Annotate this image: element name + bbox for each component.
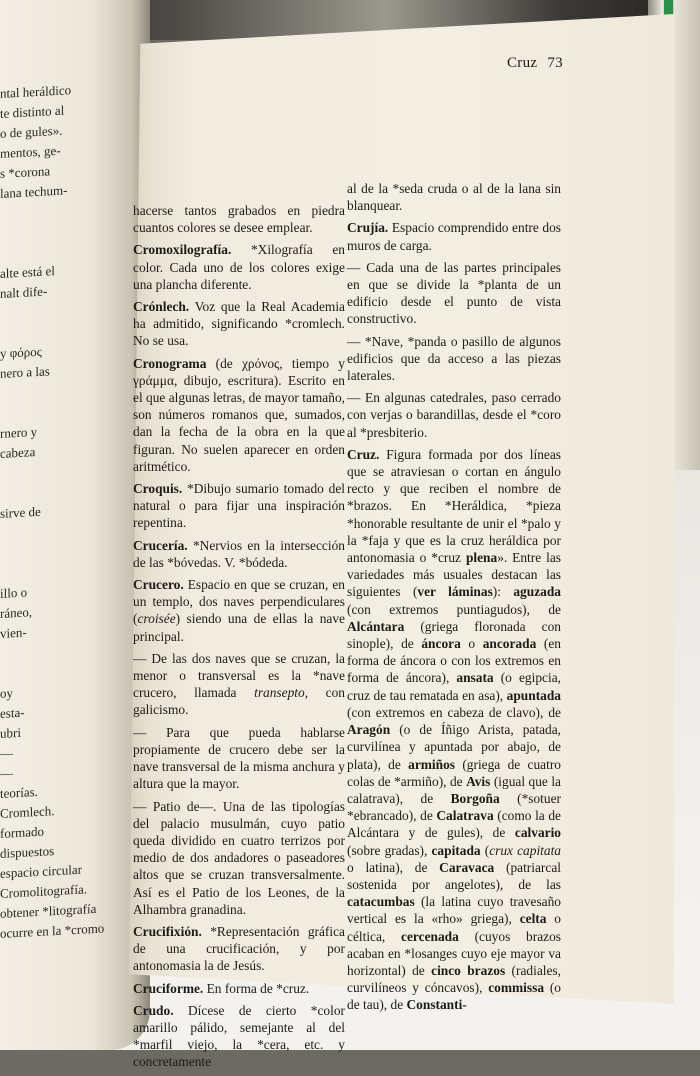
left-page-line: mentos, ge- (0, 142, 61, 161)
entry-cromoxilografia: Cromoxilografía. *Xilografía en color. Cada uno de los colores exige una plancha diferente. (133, 242, 345, 292)
headword: Crucería. (133, 537, 188, 553)
entry-cruz: Cruz. Figura formada por dos líneas que se atraviesan o cortan en ángulo recto y que reciben el nombre de *brazos. En *Heráldica, *pieza *honorable resultante de unir el *palo y la *faja y que es la cruz heráldica por antonomasia o *cruz plena». Entre las variedades más usuales destacan las siguientes (ver láminas): aguzada (con extremos puntiagudos), de Alcántara (griega floronada con sinople), de áncora o ancorada (en forma de áncora o con los extremos en forma de áncora), ansata (o egipcia, cruz de tau rematada en asa), apuntada (con extremos en cabeza de clavo), de Aragón (o de Íñigo Arista, patada, curvilínea y apuntada por abajo, de plata), de armiños (griega de cuatro colas de *armiño), de Avis (igual que la calatrava), de Borgoña (*sotuer *ebrancado), de Calatrava (como la de Alcántara y de gules), de calvario (sobre gradas), capitada (crux capitata o latina), de Caravaca (patriarcal sostenida por angelotes), de las catacumbas (la latina cuyo travesaño vertical es la «rho» griega), celta o céltica, cercenada (cuyos brazos acaban en *losanges cuyo eje mayor va horizontal) de cinco brazos (radiales, curvilíneos y cóncavos), commissa (o de tau), de Constanti- (347, 446, 561, 1013)
left-page-line: s *corona (0, 163, 51, 181)
left-page-line: formado (0, 823, 45, 841)
headword: Cromoxilografía. (133, 242, 232, 258)
running-head (497, 55, 563, 72)
left-page-line: cabeza (0, 444, 36, 461)
entry-cronograma: Cronograma (de χρόνος, tiempo y γράμμα, dibujo, escritura). Escrito en el que algunas letras, de mayor tamaño, son números romanos que, sumados, dan la fecha de la obra en la que figuran. No suelen aparecer en orden aritmético. (133, 355, 345, 474)
left-page-line: nero a las (0, 363, 50, 381)
column-left (133, 202, 345, 1076)
entry-cronlech: Crónlech. Voz que la Real Academia ha admitido, significando *cromlech. No se usa. (133, 299, 345, 349)
left-page-line: sirve de (0, 503, 41, 521)
left-page-line: Cromolitografía. (0, 881, 88, 901)
entry-cruceria: Crucería. *Nervios en la intersección de las *bóvedas. V. *bódeda. (133, 537, 345, 570)
left-page-line: dispuestos (0, 843, 55, 861)
left-page-line: y φόρος (0, 343, 42, 361)
entry-crucifixion: Crucifixión. *Representación gráfica de una crucificación, y por antonomasia la de Jesús. (133, 923, 345, 974)
left-page-line: rnero y (0, 423, 38, 441)
headword: Croquis. (133, 481, 183, 497)
left-page-line: Cromlech. (0, 803, 55, 821)
headword: Cronograma (133, 355, 207, 371)
headword: Cruciforme. (133, 980, 204, 996)
entry-crucero-sub2: — Para que pueda hablarse propiamente de crucero debe ser la nave transversal de la misma anchura y altura que la mayor. (133, 724, 345, 792)
headword: Crudo. (133, 1002, 174, 1018)
left-page-line: ráneo, (0, 604, 33, 621)
left-page-line: esta- (0, 704, 25, 721)
left-page-line: te distinto al (0, 102, 65, 121)
left-page-line: ntal heráldico (0, 82, 72, 101)
entry-crudo-cont: al de la *seda cruda o al de la lana sin blanquear. (347, 181, 561, 214)
left-page-line: ubri (0, 724, 21, 741)
left-page-line: vien- (0, 624, 27, 641)
left-page-line: illo o (0, 584, 28, 601)
headword: Crucifixión. (133, 923, 202, 939)
headword: Crujía. (347, 220, 389, 236)
left-page-text (0, 76, 150, 944)
headword: Crucero. (133, 577, 184, 593)
entry-croquis: Croquis. *Dibujo sumario tomado del natural o para fijar una inspiración repentina. (133, 481, 345, 531)
column-right (347, 180, 561, 1019)
left-page-line: — (0, 745, 13, 761)
entry-crujia-sub3: — En algunas catedrales, paso cerrado con verjas o barandillas, desde el *coro al *presbiterio. (347, 390, 561, 440)
left-page-line: teorías. (0, 783, 38, 801)
running-head-word: Cruz (507, 55, 538, 71)
entry-crujia-sub2: — *Nave, *panda o pasillo de algunos edificios que da acceso a las piezas laterales. (347, 333, 561, 384)
headword: Crónlech. (133, 299, 190, 315)
entry-crucero-sub3: — Patio de—. Una de las tipologías del palacio musulmán, cuyo patio queda dividido en cuatro terrizos por medio de dos andadores o paseadores altos que se cruzan transversalmente. Así es el Patio de los Leones, de la Alhambra granadina. (133, 798, 345, 917)
left-page-line: oy (0, 685, 13, 701)
left-page-line: alte está el (0, 263, 55, 281)
left-page-line: espacio circular (0, 861, 82, 881)
entry-crucero: Crucero. Espacio en que se cruzan, en un templo, dos naves perpendiculares (croisée) siendo una de ellas la nave principal. (133, 577, 345, 644)
entry-crucero-sub1: — De las dos naves que se cruzan, la menor o transversal es la *nave crucero, llamada transepto, con galicismo. (133, 650, 345, 718)
entry-cruciforme: Cruciforme. En forma de *cruz. (133, 980, 310, 996)
page-number: 73 (547, 55, 563, 71)
entry-crudo: Crudo. Dícese de cierto *color amarillo pálido, semejante al del *marfil viejo, la *cera, etc. y concretamente (133, 1002, 345, 1070)
left-page-line: — (0, 765, 13, 781)
headword: Cruz. (347, 446, 380, 462)
left-page-line: obtener *litografía (0, 900, 97, 921)
left-page (0, 0, 150, 1050)
left-page-line: ocurre en la *cromo (0, 920, 105, 941)
left-page-line: lana techum- (0, 182, 68, 201)
left-page-line: o de gules». (0, 122, 63, 141)
entry-crujia: Crujía. Espacio comprendido entre dos muros de carga. (347, 220, 561, 253)
entry-crujia-sub1: — Cada una de las partes principales en que se divide la *planta de un edificio desde el punto de vista constructivo. (347, 259, 561, 327)
left-page-line: nalt dife- (0, 283, 48, 301)
entry-continuation: hacerse tantos grabados en piedra cuantos colores se desee emplear. (133, 203, 345, 236)
